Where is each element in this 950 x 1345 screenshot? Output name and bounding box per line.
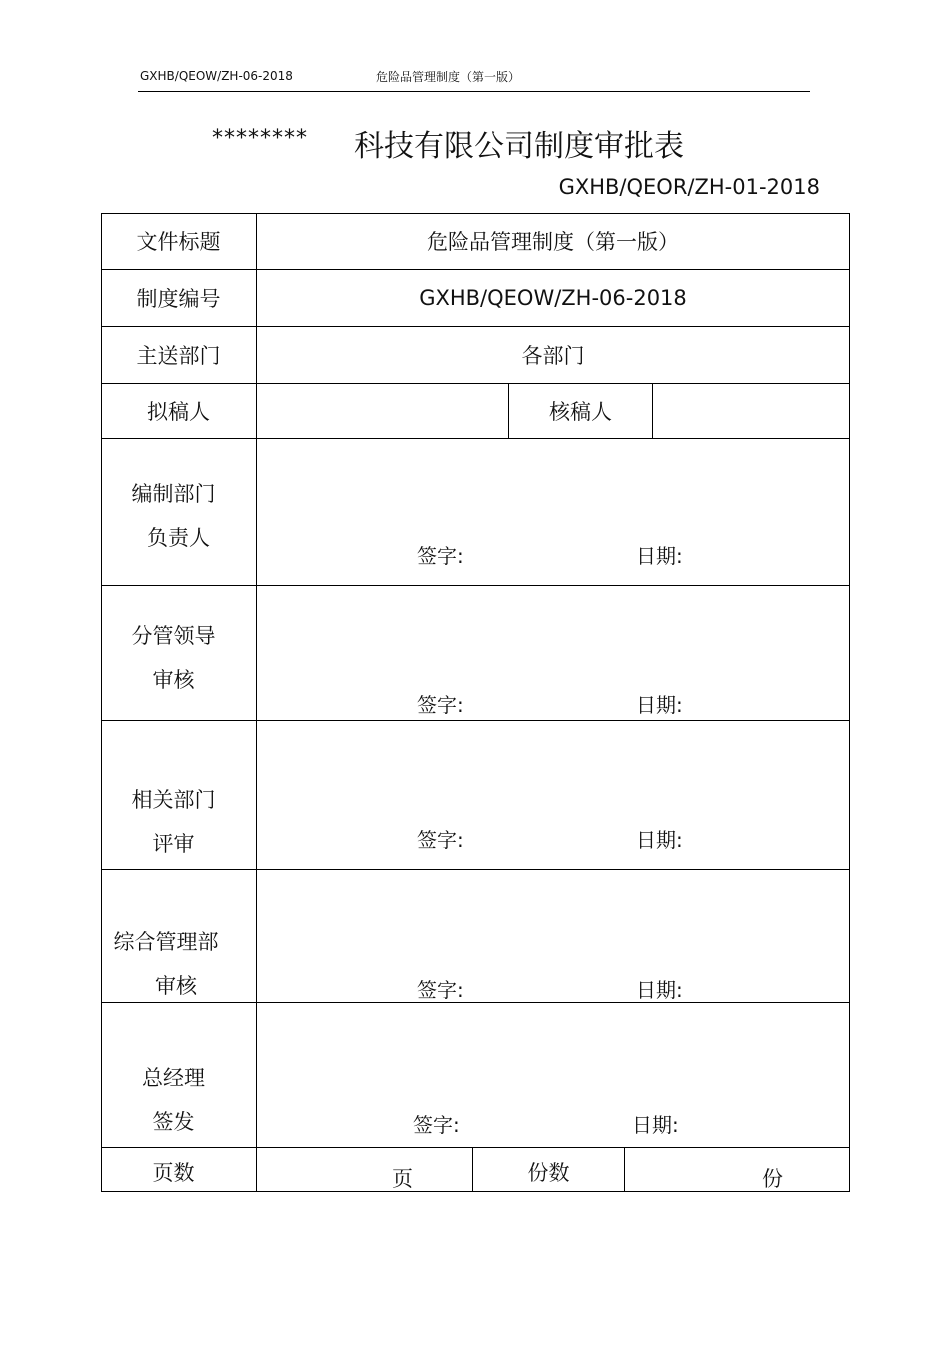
approval-label: 编制部门 负责人 xyxy=(131,482,216,550)
date-label: 日期: xyxy=(636,978,683,1002)
sign-label: 签字: xyxy=(417,693,464,717)
page-unit: 页 xyxy=(392,1167,413,1191)
copies-label: 份数 xyxy=(527,1161,570,1185)
table-rule xyxy=(101,720,850,721)
approval-label: 总经理 签发 xyxy=(142,1066,205,1134)
sign-label: 签字: xyxy=(417,828,464,852)
date-label: 日期: xyxy=(636,693,683,717)
drafter-field[interactable] xyxy=(257,383,508,438)
page-count-label: 页数 xyxy=(152,1161,195,1185)
file-title-label: 文件标题 xyxy=(136,230,221,254)
table-rule xyxy=(101,1191,850,1192)
header-rule xyxy=(138,91,810,92)
date-label: 日期: xyxy=(632,1113,679,1137)
table-rule xyxy=(624,1147,625,1191)
date-label: 日期: xyxy=(636,544,683,568)
date-label: 日期: xyxy=(636,828,683,852)
sign-label: 签字: xyxy=(417,544,464,568)
approval-label: 相关部门 评审 xyxy=(131,788,216,856)
rule-number-value: GXHB/QEOW/ZH-06-2018 xyxy=(419,285,687,310)
sign-label: 签字: xyxy=(417,978,464,1002)
header-doc-title: 危险品管理制度（第一版） xyxy=(376,70,521,84)
checker-field[interactable] xyxy=(653,383,849,438)
approval-table xyxy=(101,213,850,1192)
recipient-dept-value: 各部门 xyxy=(521,343,585,368)
table-rule xyxy=(101,585,850,586)
table-rule xyxy=(101,869,850,870)
rule-number-label: 制度编号 xyxy=(136,286,221,311)
form-number: GXHB/QEOR/ZH-01-2018 xyxy=(558,175,820,199)
sign-label: 签字: xyxy=(413,1113,460,1137)
title-company-placeholder: ******** xyxy=(212,126,308,151)
approval-label: 综合管理部 审核 xyxy=(113,930,219,998)
checker-label: 核稿人 xyxy=(549,399,612,424)
recipient-dept-label: 主送部门 xyxy=(136,343,221,368)
table-rule xyxy=(101,438,850,439)
table-rule xyxy=(849,213,850,1192)
copies-unit: 份 xyxy=(762,1167,783,1191)
file-title-value: 危险品管理制度（第一版） xyxy=(427,230,679,254)
approval-label: 分管领导 审核 xyxy=(131,624,216,692)
drafter-label: 拟稿人 xyxy=(147,399,210,424)
page-title: 科技有限公司制度审批表 xyxy=(354,129,684,164)
header-doc-code: GXHB/QEOW/ZH-06-2018 xyxy=(140,69,293,83)
